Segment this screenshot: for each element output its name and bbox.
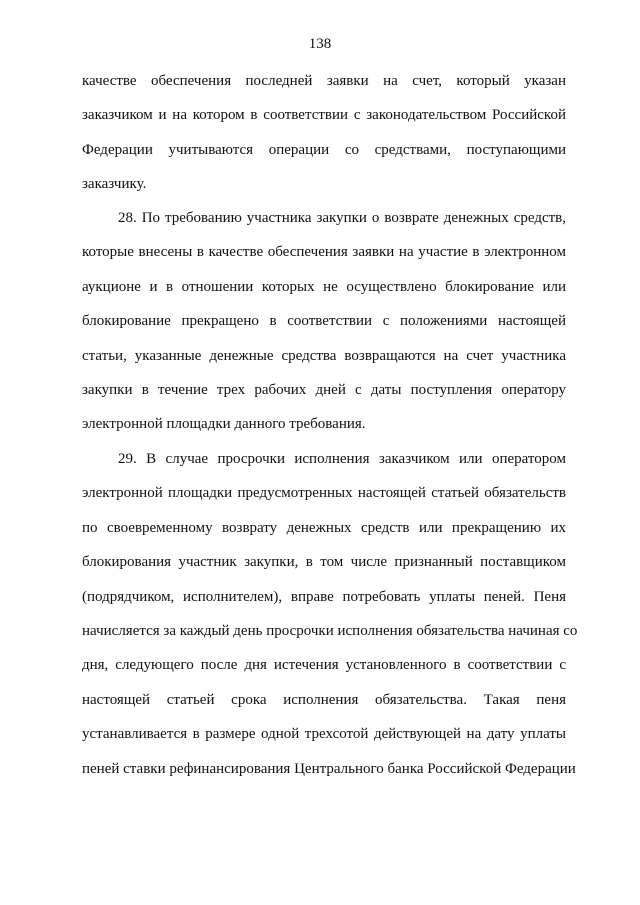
paragraph-continuation [82, 64, 566, 202]
paragraph-29 [82, 442, 578, 786]
text-line: 29. В случае просрочки исполнения заказчиком или оператором [118, 451, 566, 467]
text-line: устанавливается в размере одной трехсотой действующей на дату уплаты [82, 726, 566, 743]
text-line: по своевременному возврату денежных средств или прекращению их [82, 519, 566, 536]
text-line: настоящей статьей срока исполнения обязательства. Такая пеня [82, 691, 566, 708]
text-line: блокирование прекращено в соответствии с положениями настоящей [82, 313, 566, 330]
text-line: которые внесены в качестве обеспечения заявки на участие в электронном [82, 244, 566, 261]
text-line: электронной площадки предусмотренных настоящей статьей обязательств [82, 485, 566, 502]
text-line: заказчику. [82, 176, 147, 193]
text-line: пеней ставки рефинансирования Центрального банка Российской Федерации [82, 760, 576, 777]
text-line: Федерации учитываются операции со средствами, поступающими [82, 141, 566, 158]
text-line: блокирования участник закупки, в том числе признанный поставщиком [82, 554, 566, 571]
paragraph-28 [82, 201, 566, 442]
text-line: электронной площадки данного требования. [82, 416, 366, 433]
text-line: качестве обеспечения последней заявки на счет, который указан [82, 73, 566, 89]
page-number: 138 [308, 36, 332, 52]
text-line: закупки в течение трех рабочих дней с даты поступления оператору [82, 382, 566, 399]
text-line: начисляется за каждый день просрочки исполнения обязательства начиная со [82, 623, 578, 640]
text-line: заказчиком и на котором в соответствии с законодательством Российской [82, 107, 566, 124]
text-line: (подрядчиком, исполнителем), вправе потребовать уплаты пеней. Пеня [82, 588, 566, 605]
text-line: аукционе и в отношении которых не осуществлено блокирование или [82, 278, 566, 295]
text-line: статьи, указанные денежные средства возвращаются на счет участника [82, 347, 566, 364]
text-line: дня, следующего после дня истечения установленного в соответствии с [82, 657, 566, 674]
text-line: 28. По требованию участника закупки о возврате денежных средств, [118, 210, 566, 226]
